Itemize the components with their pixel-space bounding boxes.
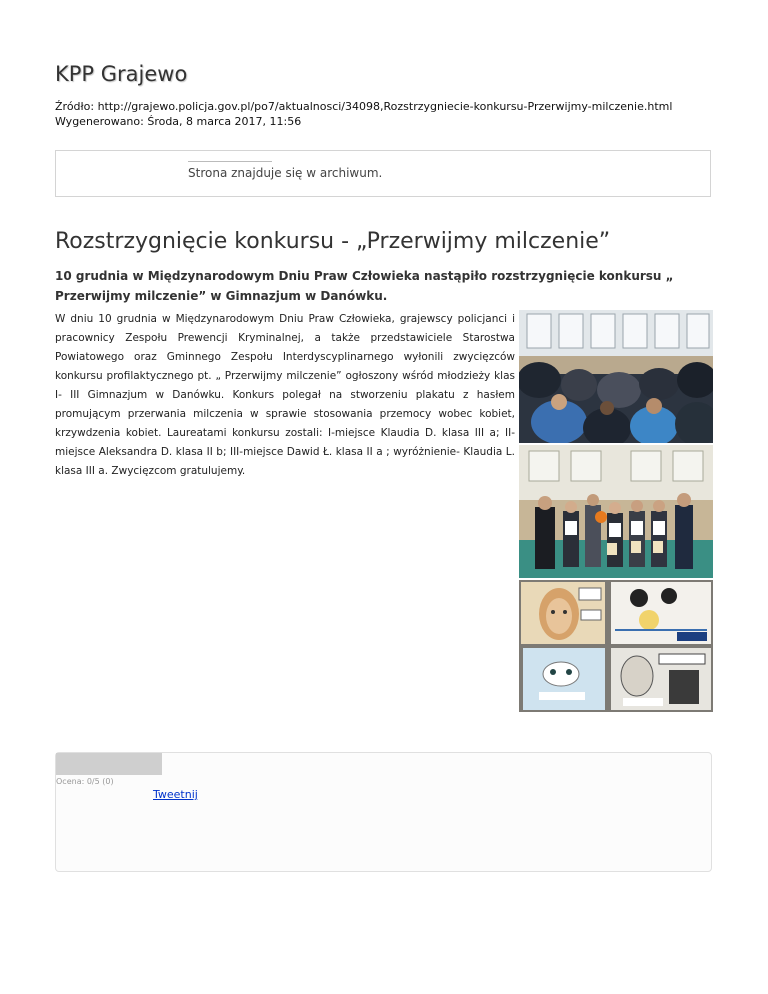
archive-notice-box [55,150,711,197]
rating-stars-bar[interactable] [56,753,162,775]
tweet-link[interactable]: Tweetnij [153,788,198,801]
generated-date: Wygenerowano: Środa, 8 marca 2017, 11:56 [55,115,302,128]
article-body: W dniu 10 grudnia w Międzynarodowym Dniu Praw Człowieka, grajewscy policjanci i pracownicy Zespołu Prewencji Kryminalnej, a także przedstawiciele Starostwa Powiatowego oraz Gminnego Zespołu Interdyscyplinarnego wyłonili zwycięzców konkursu profilaktycznego pt. „ Przerwijmy milczenie” ogłoszony wśród młodzieży klas I- III Gimnazjum w Danówku. Konkurs polegał na stworzeniu plakatu z hasłem promującym przerwania milczenia w sprawie stosowania przemocy wobec kobiet, krzywdzenia kobiet. Laureatami konkursu zostali: I-miejsce Klaudia D. klasa III a; II-miejsce Aleksandra D. klasa II b; III-miejsce Dawid Ł. klasa II a ; wyróżnienie- Klaudia L. klasa III a. Zwycięzcom gratulujemy. [55,313,515,477]
archive-divider [188,161,272,162]
rating-text: Ocena: 0/5 (0) [56,777,114,786]
photo-winners[interactable] [519,445,713,578]
photo-posters[interactable] [519,580,713,712]
rating-box [55,752,712,872]
archive-notice: Strona znajduje się w archiwum. [188,166,383,180]
article-lead: 10 grudnia w Międzynarodowym Dniu Praw Człowieka nastąpiło rozstrzygnięcie konkursu „ Przerwijmy milczenie” w Gimnazjum w Danówku. [55,269,674,303]
source-url: Źródło: http://grajewo.policja.gov.pl/po7/aktualnosci/34098,Rozstrzygniecie-konkursu-Przerwijmy-milczenie.html [55,100,673,113]
article-title: Rozstrzygnięcie konkursu - „Przerwijmy milczenie” [55,229,611,254]
site-title: KPP Grajewo [55,62,188,86]
photo-gym-ceremony[interactable] [519,310,713,443]
page-meta [55,99,672,129]
